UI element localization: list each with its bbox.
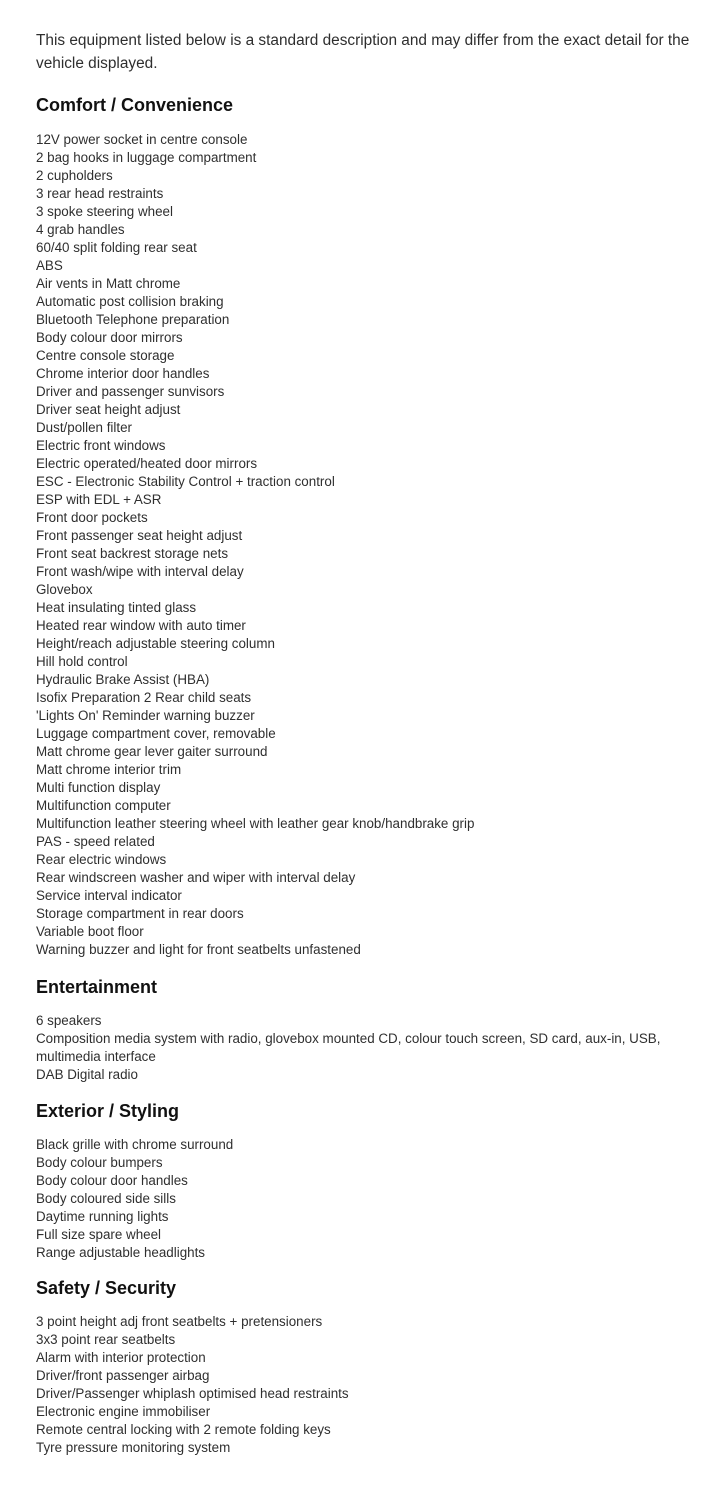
equipment-item: Multifunction computer [36, 798, 171, 813]
equipment-item: Isofix Preparation 2 Rear child seats [36, 690, 252, 705]
equipment-item: Chrome interior door handles [36, 366, 210, 381]
section-comfort-convenience [36, 93, 706, 959]
equipment-list [36, 1012, 706, 1084]
equipment-item: 3 point height adj front seatbelts + pretensioners [36, 1314, 323, 1329]
equipment-item: Dust/pollen filter [36, 420, 133, 435]
equipment-item: 2 cupholders [36, 168, 113, 183]
equipment-item: Driver seat height adjust [36, 402, 181, 417]
equipment-item: 3 spoke steering wheel [36, 204, 173, 219]
equipment-item: Bluetooth Telephone preparation [36, 312, 230, 327]
equipment-item: 12V power socket in centre console [36, 132, 248, 147]
equipment-item: Multi function display [36, 780, 161, 795]
equipment-item: Variable boot floor [36, 924, 144, 939]
equipment-item: Driver and passenger sunvisors [36, 384, 225, 399]
equipment-item: Front door pockets [36, 510, 148, 525]
equipment-item: Tyre pressure monitoring system [36, 1440, 231, 1455]
equipment-item: Black grille with chrome surround [36, 1137, 234, 1152]
equipment-item: Range adjustable headlights [36, 1245, 205, 1260]
equipment-item: Driver/front passenger airbag [36, 1368, 210, 1383]
section-entertainment [36, 975, 706, 1084]
equipment-item: Electric front windows [36, 438, 166, 453]
equipment-item: Warning buzzer and light for front seatbelts unfastened [36, 942, 361, 957]
equipment-item: Rear windscreen washer and wiper with interval delay [36, 870, 356, 885]
equipment-item: Centre console storage [36, 348, 175, 363]
equipment-item: Body colour door handles [36, 1173, 188, 1188]
equipment-list [36, 1136, 706, 1262]
equipment-item: 'Lights On' Reminder warning buzzer [36, 708, 255, 723]
equipment-item: Body colour bumpers [36, 1155, 163, 1170]
equipment-item: Heat insulating tinted glass [36, 600, 197, 615]
equipment-item: Remote central locking with 2 remote folding keys [36, 1422, 331, 1437]
equipment-item: ESC - Electronic Stability Control + traction control [36, 474, 335, 489]
equipment-item: Composition media system with radio, glovebox mounted CD, colour touch screen, SD card, aux-in, USB, multimedia interface [36, 1031, 661, 1064]
equipment-item: Luggage compartment cover, removable [36, 726, 276, 741]
equipment-item: ESP with EDL + ASR [36, 492, 162, 507]
equipment-item: Matt chrome interior trim [36, 762, 182, 777]
equipment-list [36, 1313, 706, 1457]
equipment-item: Full size spare wheel [36, 1227, 162, 1242]
equipment-item: Multifunction leather steering wheel with leather gear knob/handbrake grip [36, 816, 475, 831]
equipment-item: 60/40 split folding rear seat [36, 240, 197, 255]
equipment-item: DAB Digital radio [36, 1067, 138, 1082]
equipment-item: Glovebox [36, 582, 93, 597]
section-safety-security [36, 1276, 706, 1457]
intro-text: This equipment listed below is a standard description and may differ from the exact detail for the vehicle displayed. [36, 32, 690, 72]
section-title: Entertainment [36, 977, 158, 997]
equipment-item: Electric operated/heated door mirrors [36, 456, 258, 471]
equipment-item: Heated rear window with auto timer [36, 618, 246, 633]
equipment-item: Automatic post collision braking [36, 294, 224, 309]
equipment-item: Driver/Passenger whiplash optimised head restraints [36, 1386, 349, 1401]
equipment-item: Front seat backrest storage nets [36, 546, 229, 561]
equipment-item: Height/reach adjustable steering column [36, 636, 275, 651]
equipment-item: Daytime running lights [36, 1209, 169, 1224]
equipment-item: 3 rear head restraints [36, 186, 164, 201]
equipment-item: PAS - speed related [36, 834, 155, 849]
equipment-item: 2 bag hooks in luggage compartment [36, 150, 257, 165]
section-title: Safety / Security [36, 1278, 177, 1298]
equipment-item: Alarm with interior protection [36, 1350, 206, 1365]
equipment-item: ABS [36, 258, 63, 273]
equipment-item: 3x3 point rear seatbelts [36, 1332, 176, 1347]
equipment-item: Electronic engine immobiliser [36, 1404, 211, 1419]
equipment-item: Matt chrome gear lever gaiter surround [36, 744, 268, 759]
section-title: Exterior / Styling [36, 1101, 180, 1121]
equipment-item: 4 grab handles [36, 222, 125, 237]
section-title: Comfort / Convenience [36, 95, 234, 115]
equipment-item: Hill hold control [36, 654, 128, 669]
equipment-item: Air vents in Matt chrome [36, 276, 181, 291]
equipment-item: Rear electric windows [36, 852, 167, 867]
equipment-list [36, 131, 706, 959]
section-exterior-styling [36, 1099, 706, 1262]
equipment-item: Body coloured side sills [36, 1191, 176, 1206]
equipment-item: Body colour door mirrors [36, 330, 183, 345]
equipment-item: Front wash/wipe with interval delay [36, 564, 244, 579]
equipment-item: Storage compartment in rear doors [36, 906, 244, 921]
equipment-item: Hydraulic Brake Assist (HBA) [36, 672, 210, 687]
equipment-item: Front passenger seat height adjust [36, 528, 243, 543]
equipment-item: Service interval indicator [36, 888, 182, 903]
equipment-item: 6 speakers [36, 1013, 102, 1028]
